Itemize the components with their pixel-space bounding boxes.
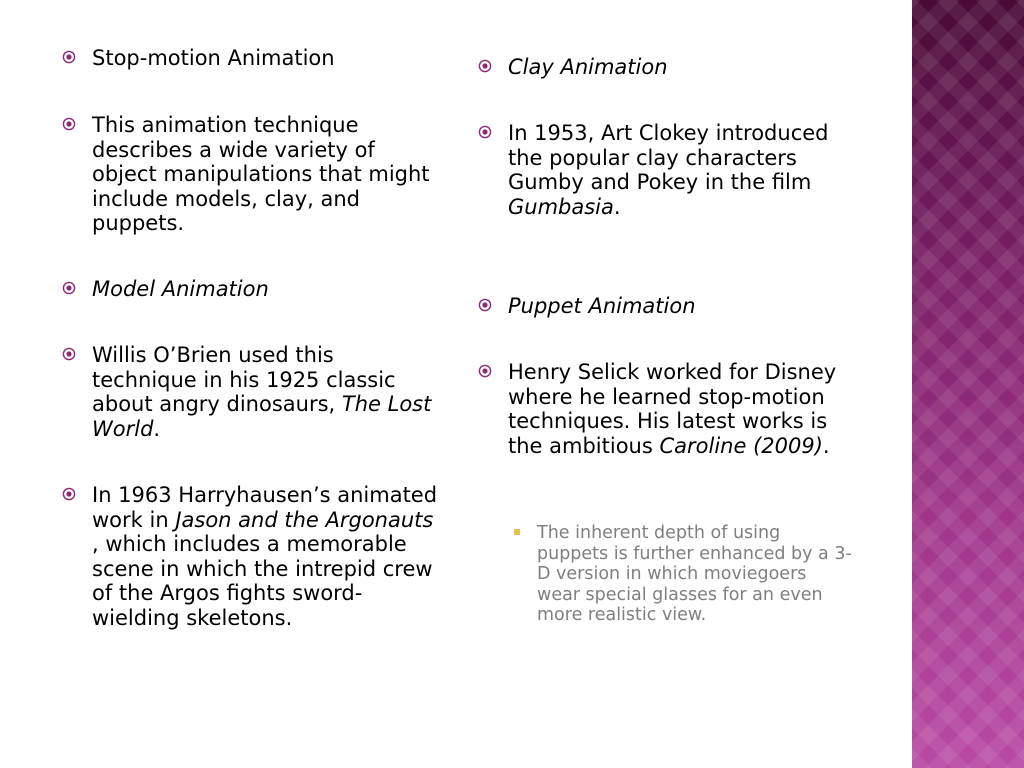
text-run: Stop-motion Animation xyxy=(92,46,335,70)
bullet-text xyxy=(92,113,442,236)
circled-dot-bullet-icon xyxy=(62,117,76,131)
decorative-side-band xyxy=(912,0,1024,768)
bullet-text xyxy=(508,121,858,219)
circled-dot-bullet-icon xyxy=(62,50,76,64)
text-run-italic: Puppet Animation xyxy=(508,294,696,318)
circled-dot-bullet-icon xyxy=(478,59,492,73)
text-run: This animation technique describes a wide variety of object manipulations that might include models, clay, and puppets. xyxy=(92,113,430,235)
text-run-italic: Model Animation xyxy=(92,277,269,301)
text-run-italic: Caroline (2009) xyxy=(659,433,823,458)
circled-dot-bullet-icon xyxy=(478,364,492,378)
text-run-italic: Clay Animation xyxy=(508,55,668,79)
text-run: , which includes a memorable scene in which the intrepid crew of the Argos fights sword-wielding skeletons. xyxy=(92,532,433,630)
bullet-text xyxy=(92,483,442,630)
bullet-text xyxy=(92,343,442,441)
text-run: . xyxy=(153,416,161,441)
bullet-text xyxy=(508,55,858,80)
bullet-text xyxy=(508,360,858,458)
text-run-italic: Gumbasia xyxy=(508,194,614,219)
circled-dot-bullet-icon xyxy=(478,125,492,139)
text-run-italic: Jason and the Argonauts xyxy=(175,507,434,532)
text-run: In 1953, Art Clokey introduced the popular clay characters Gumby and Pokey in the film xyxy=(508,121,829,194)
bullet-text xyxy=(508,294,858,319)
text-run: Willis O’Brien used this technique in his 1925 classic about angry dinosaurs, xyxy=(92,343,396,416)
bullet-item xyxy=(478,121,858,219)
circled-dot-bullet-icon xyxy=(478,298,492,312)
sub-bullet-text: The inherent depth of using puppets is further enhanced by a 3-D version in which moviegoers wear special glasses for an even more realistic view. xyxy=(537,523,852,625)
text-run: Henry Selick worked for Disney where he learned stop-motion techniques. His latest works is the ambitious xyxy=(508,360,837,458)
bullet-text xyxy=(92,46,442,71)
circled-dot-bullet-icon xyxy=(62,281,76,295)
bullet-item xyxy=(62,277,442,302)
square-bullet-icon xyxy=(514,529,520,535)
text-run-italic: The Lost World xyxy=(92,392,432,441)
bullet-item xyxy=(478,55,858,80)
bullet-item xyxy=(62,483,442,630)
sub-bullet-item xyxy=(514,523,854,626)
circled-dot-bullet-icon xyxy=(62,487,76,501)
bullet-item xyxy=(62,46,442,71)
text-run: In 1963 Harryhausen’s animated work in xyxy=(92,483,438,532)
text-run: . xyxy=(822,433,830,458)
bullet-item xyxy=(62,343,442,441)
bullet-item xyxy=(478,294,858,319)
bullet-item xyxy=(62,113,442,236)
text-run: . xyxy=(613,194,621,219)
bullet-text xyxy=(92,277,442,302)
circled-dot-bullet-icon xyxy=(62,347,76,361)
bullet-item xyxy=(478,360,858,458)
